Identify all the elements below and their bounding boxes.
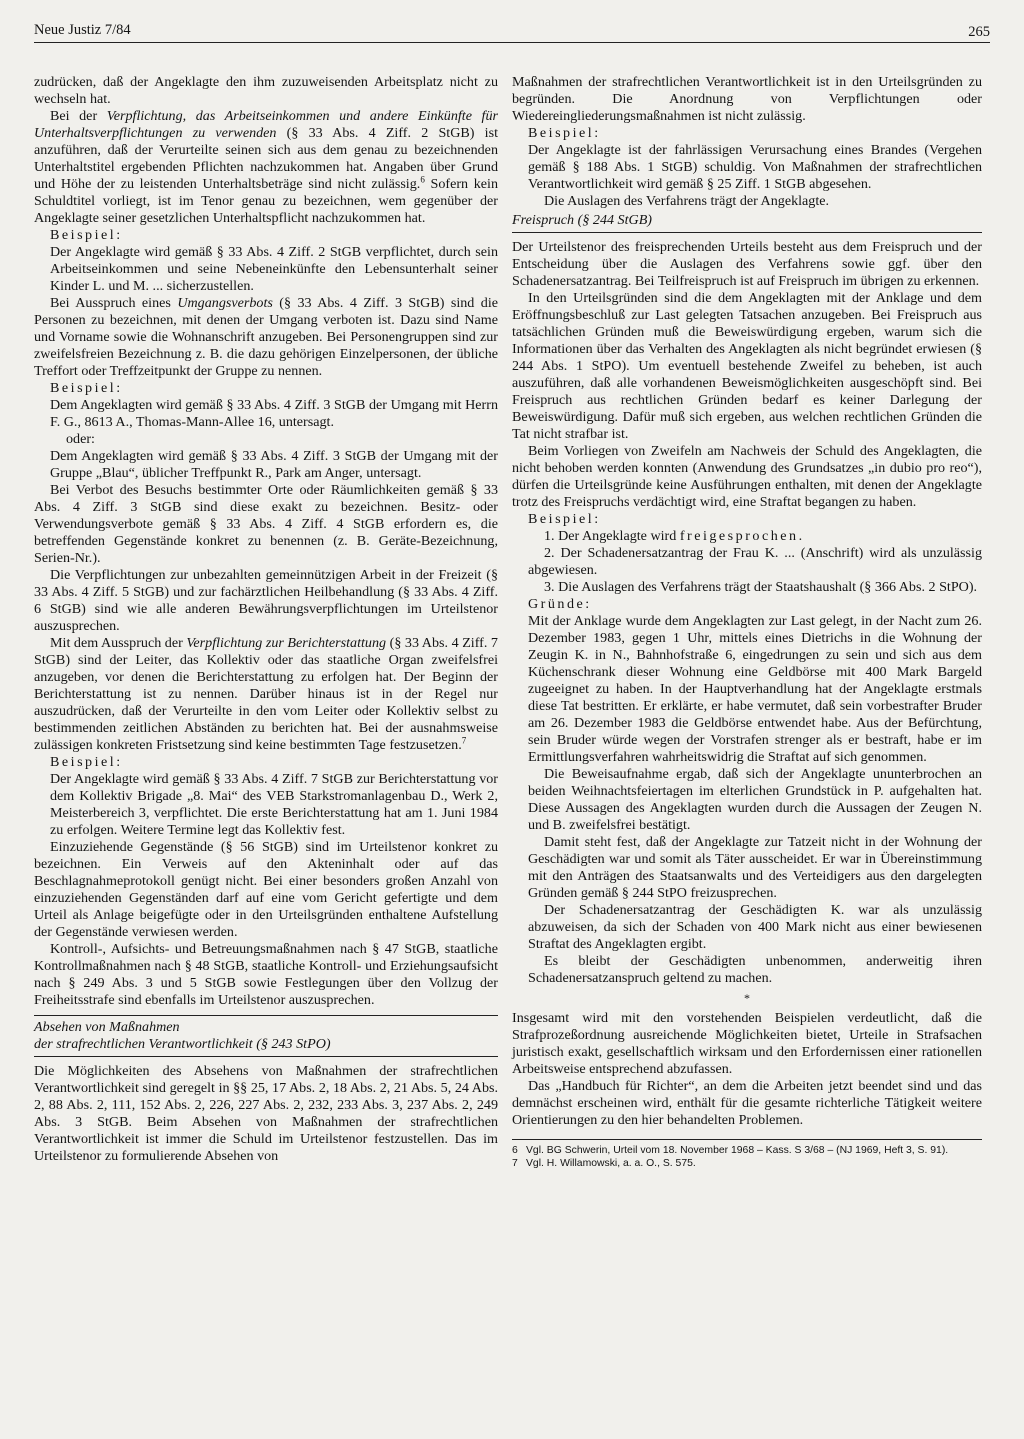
section-heading: Freispruch (§ 244 StGB) (512, 212, 982, 233)
example-label: Beispiel: (528, 511, 601, 527)
paragraph: Insgesamt wird mit den vorstehenden Beispielen verdeutlicht, daß die Strafprozeßordnung ausreichende Möglichkeiten bietet, Urteile in Strafsachen juristisch exakt, gesellschaftlich wirksam und den Erfordernissen einer rationellen Arbeitsweise entsprechend abzufassen. (512, 1010, 982, 1077)
footnote-ref: 7 (461, 735, 467, 746)
paragraph: Der Urteilstenor des freisprechenden Urteils besteht aus dem Freispruch und der Entscheidung über die Auslagen des Verfahrens sowie ggf. über den Schadenersatzantrag. Bei Teilfreispruch ist auf Freispruch im übrigen zu erkennen. (512, 239, 982, 289)
page-number: 265 (968, 24, 990, 40)
example-item: 1. Der Angeklagte wird freigesprochen. (544, 528, 803, 544)
example-label: Beispiel: (50, 754, 123, 770)
paragraph: Bei der Verpflichtung, das Arbeitseinkommen und andere Einkünfte für Unterhaltsverpflichtungen zu verwenden (§ 33 Abs. 4 Ziff. 2 StGB) ist anzuführen, daß der Verurteilte seinen sich aus dem genau zu bezeichnenden Unterhaltstitel ergebenden Pflichten nachzukommen hat. Angaben über Grund und Höhe der zu leistenden Unterhaltsbeträge sind nicht zulässig.$^6$ Sofern kein Schuldtitel vorliegt, ist im Tenor genau zu bezeichnen, wem gegenüber der Angeklagte seiner gesetzlichen Unterhaltspflicht nachzukommen hat. (34, 108, 499, 226)
paragraph: Kontroll-, Aufsichts- und Betreuungsmaßnahmen nach § 47 StGB, staatliche Kontrollmaßnahmen nach § 48 StGB, staatliche Kontroll- und Erziehungsaufsicht nach § 249 Abs. 3 und 5 StGB sowie Festlegungen über den Vollzug der Freiheitsstrafe sind ebenfalls im Urteilstenor auszusprechen. (34, 941, 498, 1008)
example-label: Beispiel: (50, 227, 123, 243)
example-text: Dem Angeklagten wird gemäß § 33 Abs. 4 Ziff. 3 StGB der Umgang mit Herrn F. G., 8613 A., Thomas-Mann-Allee 16, untersagt. (50, 397, 498, 430)
section-heading: Absehen von Maßnahmen der strafrechtlichen Verantwortlichkeit (§ 243 StPO) (34, 1015, 498, 1057)
paragraph: Das „Handbuch für Richter“, an dem die Arbeiten jetzt beendet sind und das demnächst erscheinen wird, enthält für die gesamte richterliche Tätigkeit weitere Orientierungen zu den hier behandelten Problemen. (512, 1078, 982, 1128)
footnotes (512, 1144, 982, 1170)
example-text: Der Angeklagte wird gemäß § 33 Abs. 4 Ziff. 2 StGB verpflichtet, durch sein Arbeitseinkommen und seine Nebeneinkünfte den Lebensunterhalt seiner Kinder L. und M. ... sicherzustellen. (50, 244, 498, 294)
paragraph: zudrücken, daß der Angeklagte den ihm zuzuweisenden Arbeitsplatz nicht zu wechseln hat. (34, 74, 498, 107)
example-text: Damit steht fest, daß der Angeklagte zur Tatzeit nicht in der Wohnung der Geschädigten war und somit als Täter ausscheidet. Er war in Übereinstimmung mit den Anträgen des Staatsanwalts und des Verteidigers aus den dargelegten Gründen gemäß § 244 StPO freizusprechen. (528, 834, 982, 901)
example-text: Der Angeklagte wird gemäß § 33 Abs. 4 Ziff. 7 StGB zur Berichterstattung vor dem Kollektiv Brigade „8. Mai“ des VEB Starkstromanlagenbau D., Werk 2, Meisterbereich 3, verpflichtet. Die erste Berichterstattung hat am 1. Juni 1984 zu erfolgen. Weitere Termine legt das Kollektiv fest. (50, 771, 498, 838)
paragraph: Die Verpflichtungen zur unbezahlten gemeinnützigen Arbeit in der Freizeit (§ 33 Abs. 4 Ziff. 5 StGB) und zur fachärztlichen Heilbehandlung (§ 33 Abs. 4 Ziff. 6 StGB) sind wie alle anderen Bewährungsverpflichtungen im Urteilstenor auszusprechen. (34, 567, 498, 634)
example-item: 3. Die Auslagen des Verfahrens trägt der Staatshaushalt (§ 366 Abs. 2 StPO). (544, 579, 978, 595)
example-block (512, 125, 982, 210)
left-column (34, 74, 498, 1165)
paragraph: Bei Verbot des Besuchs bestimmter Orte oder Räumlichkeiten gemäß § 33 Abs. 4 Ziff. 3 StGB sind diese exakt zu bezeichnen. Besitz- oder Verwendungsverbote gemäß § 33 Abs. 4 Ziff. 4 StGB erfordern es, die betreffenden Gegenstände konkret zu benennen (z. B. Geräte-Bezeichnung, Serien-Nr.). (34, 482, 498, 566)
example-block (34, 754, 498, 839)
example-text: Es bleibt der Geschädigten unbenommen, anderweitig ihren Schadenersatzanspruch geltend zu machen. (528, 953, 982, 986)
paragraph: Maßnahmen der strafrechtlichen Verantwortlichkeit ist in den Urteilsgründen zu begründen. Die Anordnung von Verpflichtungen oder Wiedereingliederungsmaßnahmen ist nicht zulässig. (512, 74, 982, 124)
footnote: 6 Vgl. BG Schwerin, Urteil vom 18. November 1968 – Kass. S 3/68 – (NJ 1969, Heft 3, S. 91). (512, 1145, 949, 1156)
example-label: Beispiel: (50, 380, 123, 396)
page-header (34, 22, 990, 43)
example-block (512, 511, 982, 987)
paragraph: Mit dem Ausspruch der Verpflichtung zur Berichterstattung (§ 33 Abs. 4 Ziff. 7 StGB) sind der Leiter, das Kollektiv oder das staatliche Organ zweifelsfrei anzugeben, vor denen die Berichterstattung zu erfolgen hat. Der Beginn der Berichterstattung ist zu nennen. Darüber hinaus ist in der Regel nur auszudrücken, daß der Verurteilte in den vom Leiter oder Kollektiv selbst zu bestimmenden zeitlichen Abständen zu berichten hat. Bei der ausnahmsweise zulässigen konkreten Fristsetzung sind keine bestimmten Tage festzusetzen.$^7$ (34, 635, 498, 753)
example-label: Beispiel: (528, 125, 601, 141)
separator-star: * (744, 991, 750, 1005)
example-text: Dem Angeklagten wird gemäß § 33 Abs. 4 Ziff. 3 StGB der Umgang mit der Gruppe „Blau“, üblicher Treffpunkt R., Park am Anger, untersagt. (50, 448, 498, 481)
footnote-ref: 6 (420, 174, 425, 185)
paragraph: Die Möglichkeiten des Absehens von Maßnahmen der strafrechtlichen Verantwortlichkeit sind geregelt in §§ 25, 17 Abs. 2, 18 Abs. 2, 21 Abs. 5, 24 Abs. 2, 88 Abs. 2, 111, 152 Abs. 2, 226, 227 Abs. 2, 232, 233 Abs. 3, 237 Abs. 2, 249 Abs. 3 StGB. Beim Absehen von Maßnahmen der strafrechtlichen Verantwortlichkeit ist immer die Schuld im Urteilstenor festzustellen. Das im Urteilstenor zu formulierende Absehen von (34, 1063, 498, 1164)
example-text: Die Auslagen des Verfahrens trägt der Angeklagte. (544, 193, 830, 209)
paragraph: In den Urteilsgründen sind die dem Angeklagten mit der Anklage und dem Eröffnungsbeschluß zur Last gelegten Tatsachen anzugeben. Bei Freispruch aus tatsächlichen Gründen muß die Beweiswürdigung ergeben, warum sich die Informationen über das Verhalten des Angeklagten als nicht begründet erwiesen (§ 244 Abs. 1 StPO). Um eventuell bestehende Zweifel zu beheben, ist auch auszuführen, daß alle vorhandenen Beweismöglichkeiten ausgeschöpft sind. Bei Freispruch aus rechtlichen Gründen bedarf es keiner Darlegung der Beweiswürdigung. Dafür muß sich ergeben, aus welchen rechtlichen Gründen die Tat nicht strafbar ist. (512, 290, 982, 442)
reasons-label: Gründe: (528, 596, 592, 612)
paragraph: Beim Vorliegen von Zweifeln am Nachweis der Schuld des Angeklagten, die nicht behoben werden konnten (Anwendung des Grundsatzes „in dubio pro reo“), dürfen die Urteilsgründe keine Ausführungen enthalten, mit denen der Angeklagte trotz des Freispruchs verdächtigt wird, eine Straftat begangen zu haben. (512, 443, 982, 510)
paragraph: Bei Ausspruch eines Umgangsverbots (§ 33 Abs. 4 Ziff. 3 StGB) sind die Personen zu bezeichnen, mit denen der Umgang verboten ist. Dazu sind Name und Vorname sowie die Wohnanschrift anzugeben. Bei Personengruppen sind zur zweifelsfreien Bezeichnung z. B. die dazu gehörigen Einzelpersonen, der übliche Treffort oder Treffzeitpunkt der Gruppe zu nennen. (34, 295, 499, 379)
example-text: Die Beweisaufnahme ergab, daß sich der Angeklagte ununterbrochen an beiden Weihnachtsfeiertagen im elterlichen Grundstück in P. aufgehalten hat. Diese Aussagen des Angeklagten wurden durch die Aussagen der Zeugen N. und B. zweifelsfrei bestätigt. (528, 766, 982, 833)
example-block (34, 227, 498, 295)
example-text: Mit der Anklage wurde dem Angeklagten zur Last gelegt, in der Nacht zum 26. Dezember 1983, gegen 1 Uhr, mittels eines Dietrichs in die Wohnung der Zeugin K. in N., Bahnhofstraße 6, eingedrungen zu sein und sich aus dem Küchenschrank dieser Wohnung eine Geldbörse mit 400 Mark Bargeld zugeeignet zu haben. In der Hauptverhandlung hat der Angeklagte erstmals diese Tat bestritten. Er erklärte, er habe vermutet, daß sein vorbestrafter Bruder am 26. Dezember 1983 die Geldbörse entwendet habe. Aus der Befürchtung, sein Bruder würde wegen der Vorstrafen strenger als er bestraft, habe er im Ermittlungsverfahren wahrheitswidrig die Straftat auf sich genommen. (528, 613, 982, 765)
footnote-divider (512, 1139, 982, 1140)
example-or: oder: (66, 431, 95, 447)
journal-issue: Neue Justiz 7/84 (34, 22, 131, 38)
footnote: 7 Vgl. H. Willamowski, a. a. O., S. 575. (512, 1158, 696, 1169)
example-block (34, 380, 498, 482)
example-text: Der Schadenersatzantrag der Geschädigten K. war als unzulässig abzuweisen, da sich der Schaden von 400 Mark nicht aus einer bewiesenen Straftat des Angeklagten ergibt. (528, 902, 982, 952)
paragraph: Einzuziehende Gegenstände (§ 56 StGB) sind im Urteilstenor konkret zu bezeichnen. Ein Verweis auf den Akteninhalt oder auf das Beschlagnahmeprotokoll genügt nicht. Bei einer besonders großen Anzahl von einzuziehenden Gegenständen darf auf eine vom Gericht gefertigte und dem Urteil als Anlage beigefügte oder in den Urteilsgründen enthaltene Aufstellung der Gegenstände verwiesen werden. (34, 839, 498, 940)
example-text: Der Angeklagte ist der fahrlässigen Verursachung eines Brandes (Vergehen gemäß § 188 Abs. 1 StGB) schuldig. Von Maßnahmen der strafrechtlichen Verantwortlichkeit wird gemäß § 25 Ziff. 1 StGB abgesehen. (528, 142, 982, 192)
example-item: 2. Der Schadenersatzantrag der Frau K. ... (Anschrift) wird als unzulässig abgewiesen. (528, 545, 982, 578)
right-column (512, 74, 982, 1170)
